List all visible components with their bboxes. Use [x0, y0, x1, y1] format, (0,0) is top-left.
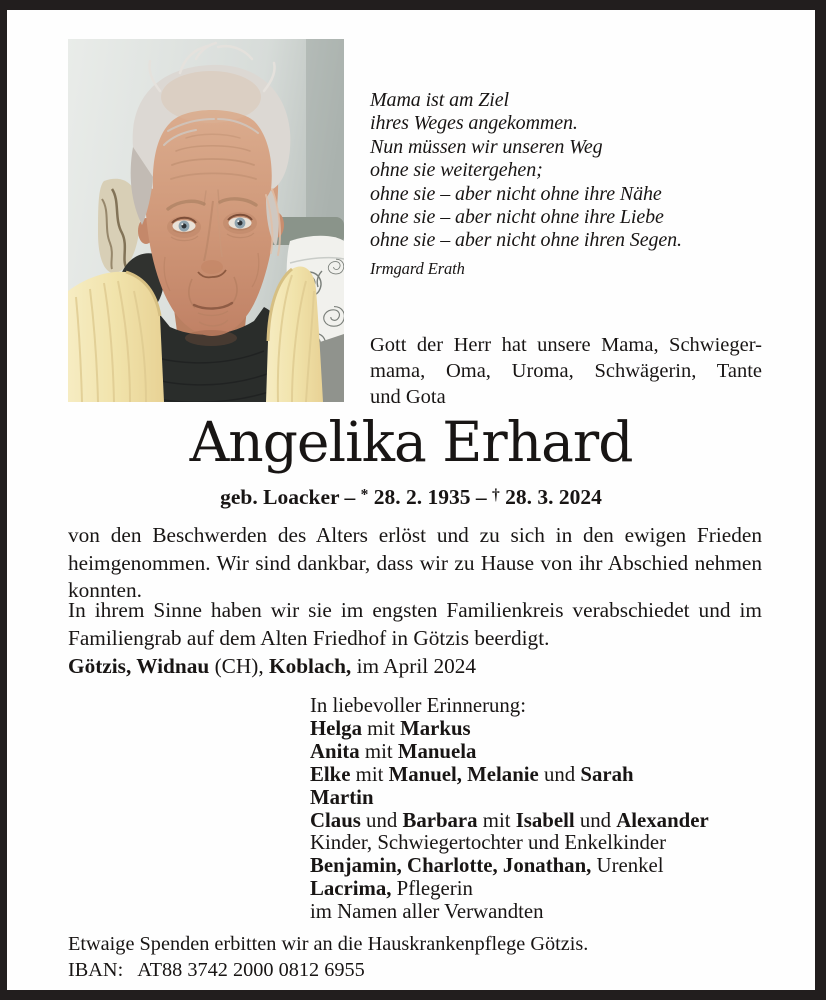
- poem-line: ihres Weges angekommen.: [370, 112, 578, 135]
- memorial-line: Elke mit Manuel, Melanie und Sarah: [310, 762, 634, 786]
- memorial-line: Benjamin, Charlotte, Jonathan, Urenkel: [310, 854, 664, 878]
- dateline: Götzis, Widnau (CH), Koblach, im April 2024: [68, 654, 477, 678]
- poem-line: ohne sie – aber nicht ohne ihren Segen.: [370, 229, 682, 252]
- memorial-list: [310, 695, 709, 924]
- memorial-heading: In liebevoller Erinnerung:: [310, 694, 526, 717]
- memorial-line: Helga mit Markus: [310, 716, 471, 740]
- iban-line: [68, 957, 588, 983]
- deceased-name: Angelika Erhard: [189, 410, 633, 474]
- intro-text: [370, 333, 762, 410]
- poem-line: ohne sie – aber nicht ohne ihre Nähe: [370, 182, 662, 205]
- poem-line: Nun müssen wir unseren Weg: [370, 135, 603, 158]
- iban-value: AT88 3742 2000 0812 6955: [137, 959, 365, 981]
- intro-line: mama, Oma, Uroma, Schwägerin, Tante: [370, 359, 762, 382]
- poem-author: Irmgard Erath: [370, 258, 465, 278]
- memorial-line: Claus und Barbara mit Isabell und Alexander: [310, 808, 709, 832]
- donation-note: Etwaige Spenden erbitten wir an die Hauskrankenpflege Götzis.: [68, 933, 589, 955]
- poem-line: ohne sie – aber nicht ohne ihre Liebe: [370, 206, 664, 229]
- memorial-line: Kinder, Schwiegertochter und Enkelkinder: [310, 831, 667, 855]
- poem-line: Mama ist am Ziel: [370, 89, 509, 111]
- obituary-paragraph-2: In ihrem Sinne haben wir sie im engsten Familienkreis verabschiedet und im Familiengrab auf dem Alten Friedhof in Götzis beerdigt.: [68, 598, 762, 650]
- footer: [68, 931, 588, 983]
- intro-line: Gott der Herr hat unsere Mama, Schwieger-: [370, 334, 762, 356]
- iban-label: IBAN:: [68, 959, 124, 981]
- birth-death-line: geb. Loacker – * 28. 2. 1935 – † 28. 3. 2024: [220, 485, 602, 509]
- memorial-line: Martin: [310, 785, 374, 809]
- intro-line: und Gota: [370, 385, 446, 408]
- memorial-poem: [370, 89, 682, 280]
- obituary-paragraph-1: von den Beschwerden des Alters erlöst und zu sich in den ewigen Frieden heimgenommen. Wir sind dankbar, dass wir zu Hause von ihr Abschied nehmen konnten.: [68, 523, 762, 603]
- memorial-line: Anita mit Manuela: [310, 739, 477, 763]
- poem-line: ohne sie weitergehen;: [370, 159, 543, 182]
- obituary-card: [7, 10, 815, 990]
- memorial-line: Lacrima, Pflegerin: [310, 877, 473, 901]
- portrait-photo: [68, 39, 344, 402]
- portrait-photo-illustration: [68, 39, 344, 402]
- memorial-line: im Namen aller Verwandten: [310, 900, 544, 924]
